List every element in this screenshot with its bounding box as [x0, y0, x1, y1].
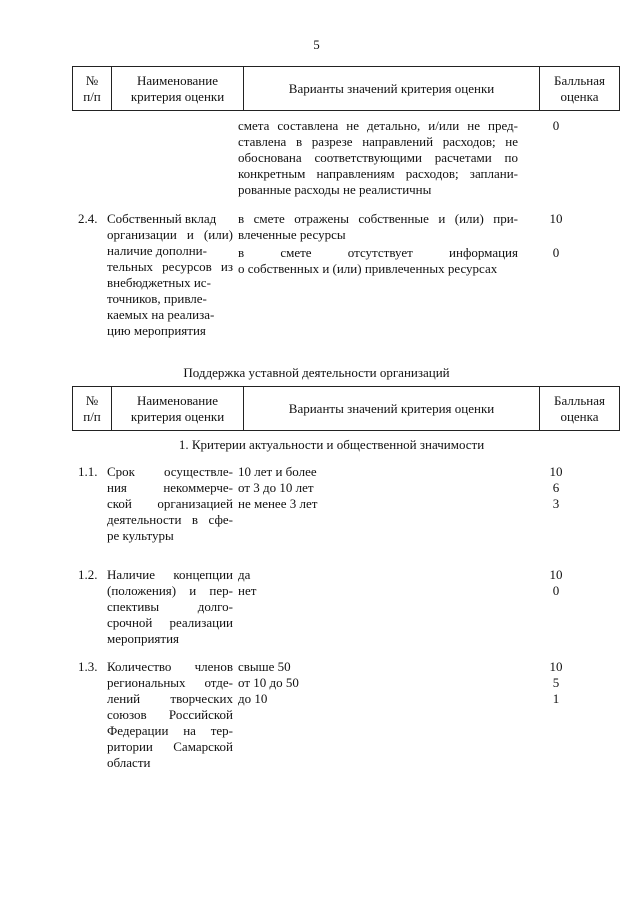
row-1-3-scores: 10 5 1 [549, 659, 563, 706]
header-name: Наименование критерия оценки [112, 67, 244, 111]
header-num: № п/п [73, 67, 112, 111]
row-1-1-criterion: Срок осуществле- ния некоммерче- ской организацией деятельности в сфе- ре культуры [107, 464, 233, 543]
page-number: 5 [313, 37, 320, 52]
row-2-4-score-2: 0 [552, 245, 560, 260]
row-2-4-variant-2: в смете отсутствует информация о собственных и (или) привлеченных ресурсах [238, 245, 518, 276]
table-header-1 [72, 66, 620, 111]
row-1-2-criterion: Наличие концепции (положения) и пер- спективы долго- срочной реализации мероприятия [107, 567, 233, 646]
row-2-4-variant-1: в смете отражены собственные и (или) при- влеченные ресурсы [238, 211, 518, 242]
continued-variant: смета составлена не детально, и/или не пред- ставлена в разрезе направлений расходов; не обоснована соответствующими расчетами по конкретным направлениям расходов; заплани- рованные расходы не реалистичны [238, 118, 518, 197]
header-score: Балльная оценка [540, 387, 620, 431]
row-2-4-num: 2.4. [78, 211, 98, 226]
row-2-4-criterion: Собственный вклад организации и (или) наличие дополни- тельных ресурсов из внебюджетных ис- точников, привле- каемых на реализа- цию мероприятия [107, 211, 233, 338]
row-1-2-scores: 10 0 [549, 567, 563, 598]
table-header-2 [72, 386, 620, 431]
header-name: Наименование критерия оценки [112, 387, 244, 431]
row-1-1-variants: 10 лет и более от 3 до 10 лет не менее 3 лет [238, 464, 318, 511]
header-num: № п/п [73, 387, 112, 431]
row-1-1-scores: 10 6 3 [549, 464, 563, 511]
row-1-3-criterion: Количество членов региональных отде- лений творческих союзов Российской Федерации на тер- ритории Самарской области [107, 659, 233, 770]
row-1-3-variants: свыше 50 от 10 до 50 до 10 [238, 659, 299, 706]
row-1-2-num: 1.2. [78, 567, 98, 582]
continued-score: 0 [552, 118, 560, 133]
row-2-4-score-1: 10 [549, 211, 563, 226]
header-variants: Варианты значений критерия оценки [244, 387, 540, 431]
row-1-3-num: 1.3. [78, 659, 98, 674]
section-title: Поддержка уставной деятельности организаций [183, 365, 450, 380]
subsection-title: 1. Критерии актуальности и общественной значимости [178, 437, 485, 452]
row-1-2-variants: да нет [238, 567, 257, 598]
row-1-1-num: 1.1. [78, 464, 98, 479]
header-variants: Варианты значений критерия оценки [244, 67, 540, 111]
header-score: Балльная оценка [540, 67, 620, 111]
